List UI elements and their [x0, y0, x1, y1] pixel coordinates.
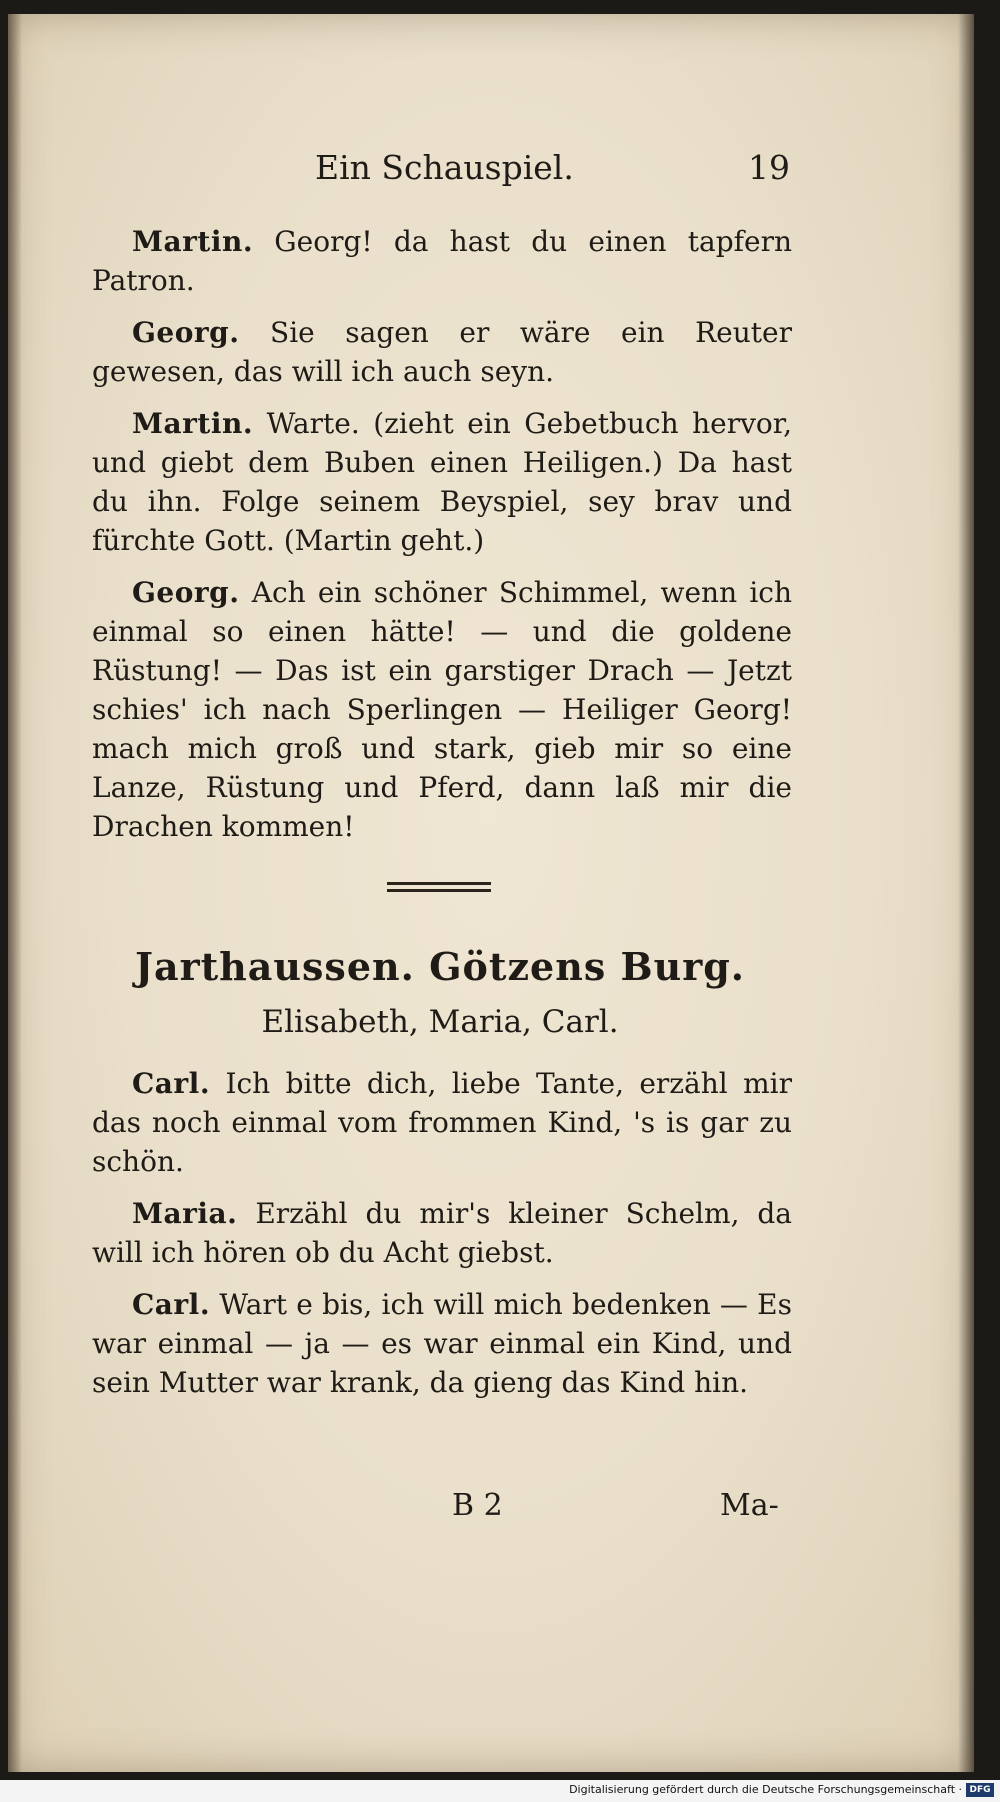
speaker-name: Carl.	[132, 1288, 211, 1321]
line-text: Sie sagen er wäre ein Reuter gewesen, das will ich auch seyn.	[92, 316, 792, 388]
speaker-name: Georg.	[132, 316, 240, 349]
page-header	[0, 148, 1000, 192]
scene1-dialogue	[92, 222, 792, 859]
page-number: 19	[748, 148, 790, 187]
digitization-credit: Digitalisierung gefördert durch die Deutsche Forschungsgemeinschaft ·	[569, 1783, 962, 1796]
catchword: Ma-	[720, 1488, 779, 1523]
speaker-name: Georg.	[132, 576, 240, 609]
line-text: Ich bitte dich, liebe Tante, erzähl mir das noch einmal vom frommen Kind, 's is gar zu schön.	[92, 1067, 792, 1178]
speaker-name: Maria.	[132, 1197, 238, 1230]
dialogue-line	[92, 1064, 792, 1181]
page-footer	[0, 1488, 1000, 1528]
running-title: Ein Schauspiel.	[315, 148, 574, 187]
line-text: Warte. (zieht ein Gebetbuch hervor, und giebt dem Buben einen Heiligen.) Da hast du ihn. Folge seinem Beyspiel, sey brav und fürchte Gott. (Martin geht.)	[92, 407, 792, 557]
line-text: Georg! da hast du einen tapfern Patron.	[92, 225, 792, 297]
dialogue-line	[92, 573, 792, 846]
dialogue-line	[92, 222, 792, 300]
speaker-name: Martin.	[132, 225, 254, 258]
dialogue-line	[92, 1194, 792, 1272]
dialogue-line	[92, 1285, 792, 1402]
dfg-logo: DFG	[966, 1783, 994, 1797]
line-text: Erzähl du mir's kleiner Schelm, da will ich hören ob du Acht giebst.	[92, 1197, 792, 1269]
scene-divider	[387, 882, 491, 892]
scene-heading: Jarthaussen. Götzens Burg.	[134, 944, 746, 989]
signature-mark: B 2	[452, 1488, 503, 1523]
line-text: Wart e bis, ich will mich bedenken — Es war einmal — ja — es war einmal ein Kind, und sein Mutter war krank, da gieng das Kind hin.	[92, 1288, 792, 1399]
line-text: Ach ein schöner Schimmel, wenn ich einmal so einen hätte! — und die goldene Rüstung! — Das ist ein garstiger Drach — Jetzt schies' ich nach Sperlingen — Heiliger Georg! mach mich groß und stark, gieb mir so eine Lanze, Rüstung und Pferd, dann laß mir die Drachen kommen!	[92, 576, 793, 843]
dialogue-line	[92, 404, 792, 560]
credit-bar	[0, 1780, 1000, 1802]
speaker-name: Carl.	[132, 1067, 211, 1100]
speaker-name: Martin.	[132, 407, 254, 440]
scene2-dialogue	[92, 1064, 792, 1415]
scene-characters: Elisabeth, Maria, Carl.	[261, 1004, 619, 1040]
dialogue-line	[92, 313, 792, 391]
